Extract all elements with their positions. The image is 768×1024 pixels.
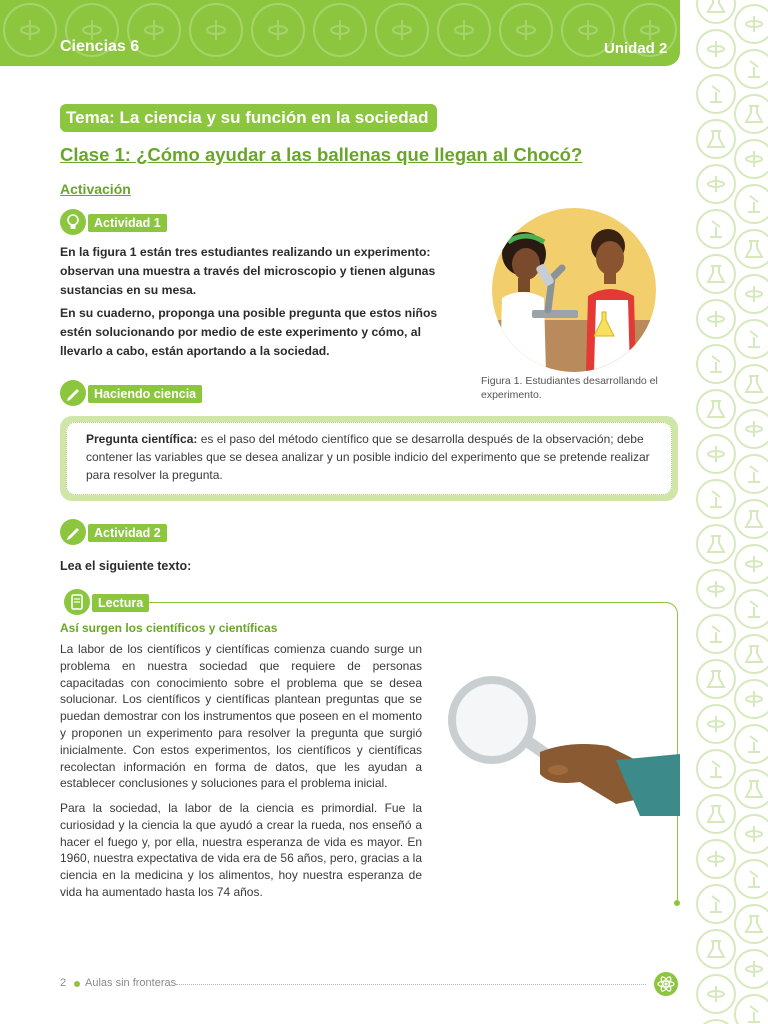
- activity-1-paragraph-1: En la figura 1 están tres estudiantes realizando un experimento: observan una muestra a través del microscopio y tienen algunas sustancias en su mesa.: [60, 245, 436, 297]
- decorative-icon-rail: [680, 0, 768, 1024]
- footer-bullet: [74, 981, 80, 987]
- reading-paragraph-1: La labor de los científicos y científicas comienza cuando surge un problema en nuestra sociedad que requiere de personas capacitadas con conocimiento sobre el problema que se desea solucionar. Los científicos y científicas plantean preguntas que se puedan demostrar con los instrumentos que poseen en el momento y proponen un experimento para resolver la pregunta que surgió inicialmente. Con estos experimentos, los científicos y científicas recolectan información en forma de datos, que les ayudan a establecer conclusiones y soluciones para el problema inicial.: [60, 642, 422, 791]
- atom-icon: [654, 972, 678, 996]
- definition-term: Pregunta científica:: [86, 432, 198, 446]
- figure-caption: Figura 1. Estudiantes desarrollando el experimento.: [481, 375, 658, 401]
- header-science-icons: [0, 0, 680, 66]
- reading-paragraph-2: Para la sociedad, la labor de la ciencia es primordial. Fue la curiosidad y la ciencia la que ayudó a crear la rueda, nos enseñó a hacer el fuego y, por ella, nuestra esperanza de vida es mayor. En 1960, nuestra expectativa de vida era de 56 años, pero, gracias a la ciencia en la medicina y los alimentos, hoy nuestra esperanza de vida ha aumentado hasta los 74 años.: [60, 801, 422, 899]
- reading-title: Así surgen los científicos y científicas: [60, 621, 278, 635]
- activity-1-label: Actividad 1: [88, 214, 167, 232]
- page-number: 2: [60, 977, 67, 989]
- activation-heading: Activación: [60, 181, 131, 197]
- science-label: Haciendo ciencia: [88, 385, 202, 403]
- activity-2-label: Actividad 2: [88, 524, 167, 542]
- activity-1-paragraph-2: En su cuaderno, proponga una posible pregunta que estos niños estén solucionando por medio de este experimento y cómo, al llevarlo a cabo, están aportando a la sociedad.: [60, 306, 438, 358]
- class-title: Clase 1: ¿Cómo ayudar a las ballenas que llegan al Chocó?: [60, 144, 583, 165]
- reading-frame-end-dot: [674, 900, 680, 906]
- header-band: [0, 0, 680, 66]
- pencil-icon: [60, 380, 86, 406]
- reading-instruction: Lea el siguiente texto:: [60, 559, 192, 573]
- footer-program-name: Aulas sin fronteras: [85, 977, 177, 989]
- reading-label: Lectura: [92, 594, 149, 612]
- magnifying-glass-illustration: [440, 666, 680, 816]
- tablet-reading-icon: [64, 589, 90, 615]
- pencil-icon: [60, 519, 86, 545]
- course-title: Ciencias 6: [60, 38, 140, 55]
- footer-dotted-rule: [176, 984, 646, 985]
- definition-body: es el paso del método científico que se desarrolla después de la observación; debe contener las variables que se desea analizar y un posible indicio del experimento que se pretende realizar para resolver la pregunta.: [86, 432, 650, 482]
- unit-label: Unidad 2: [604, 40, 668, 57]
- students-microscope-illustration: [482, 208, 666, 372]
- lightbulb-icon: [60, 209, 86, 235]
- definition-text: [86, 430, 666, 484]
- topic-banner: Tema: La ciencia y su función en la sociedad: [60, 104, 437, 132]
- science-pattern-icon: [680, 0, 768, 1024]
